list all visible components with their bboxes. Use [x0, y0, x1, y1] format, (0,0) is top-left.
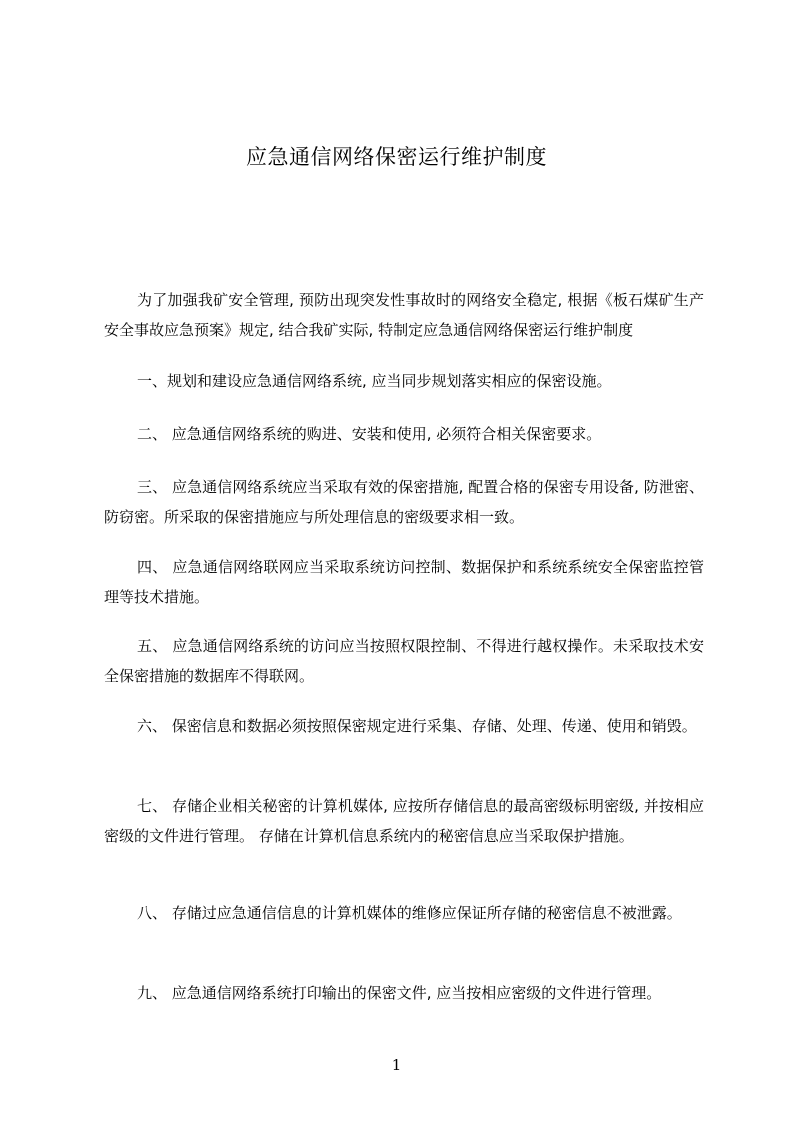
clause-9: 九、 应急通信网络系统打印输出的保密文件, 应当按相应密级的文件进行管理。 — [137, 984, 662, 1002]
document-title: 应急通信网络保密运行维护制度 — [246, 145, 547, 169]
clause-1: 一、规划和建设应急通信网络系统, 应当同步规划落实相应的保密设施。 — [137, 372, 612, 390]
clause-5: 五、 应急通信网络系统的访问应当按照权限控制、不得进行越权操作。未采取技术安全保密措施的数据库不得联网。 — [104, 637, 704, 685]
clause-7: 七、 存储企业相关秘密的计算机媒体, 应按所存储信息的最高密级标明密级, 并按相应密级的文件进行管理。 存储在计算机信息系统内的秘密信息应当采取保护措施。 — [104, 797, 704, 845]
page-number: 1 — [391, 1056, 402, 1074]
clause-4: 四、 应急通信网络联网应当采取系统访问控制、数据保护和系统系统安全保密监控管理等技术措施。 — [104, 558, 704, 606]
clause-2: 二、 应急通信网络系统的购进、安装和使用, 必须符合相关保密要求。 — [137, 425, 602, 443]
intro-paragraph: 为了加强我矿安全管理, 预防出现突发性事故时的网络安全稳定, 根据《板石煤矿生产安全事故应急预案》规定, 结合我矿实际, 特制定应急通信网络保密运行维护制度 — [104, 291, 704, 339]
clause-6: 六、 保密信息和数据必须按照保密规定进行采集、存储、处理、传递、使用和销毁。 — [137, 717, 697, 735]
clause-3: 三、 应急通信网络系统应当采取有效的保密措施, 配置合格的保密专用设备, 防泄密、防窃密。所采取的保密措施应与所处理信息的密级要求相一致。 — [104, 478, 704, 526]
clause-8: 八、 存储过应急通信信息的计算机媒体的维修应保证所存储的秘密信息不被泄露。 — [137, 904, 682, 922]
